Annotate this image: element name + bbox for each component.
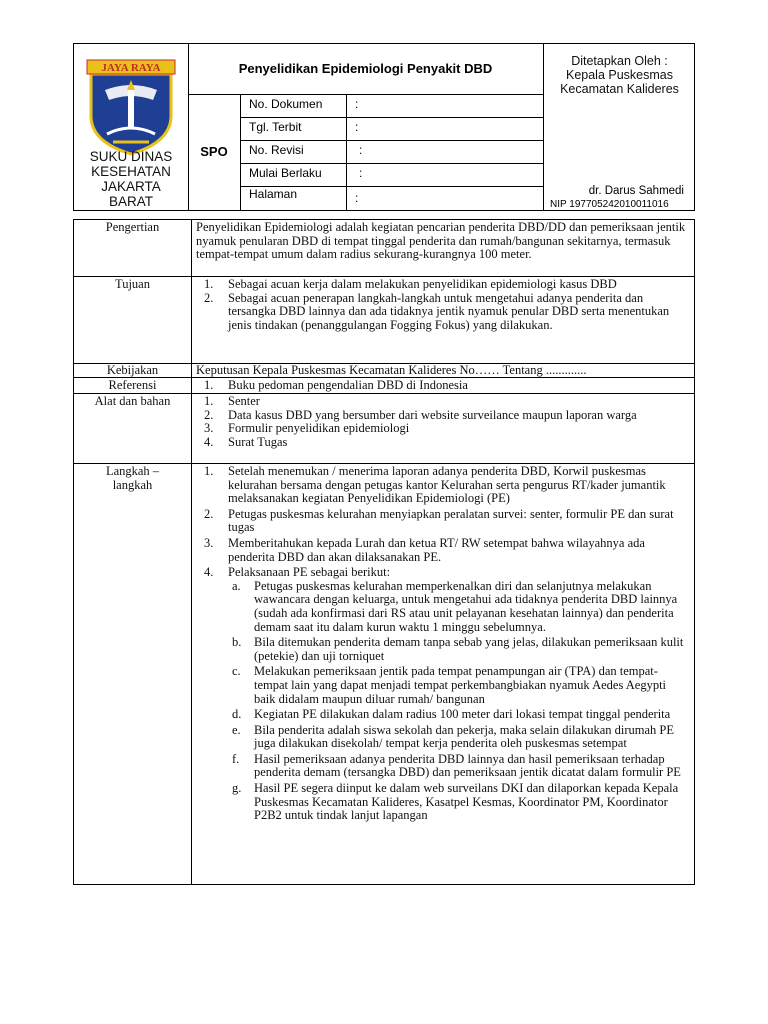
list-item: 2. Petugas puskesmas kelurahan menyiapkan peralatan survei: senter, formulir PE dan surat tugas (204, 506, 674, 535)
section-label: Pengertian (74, 220, 192, 276)
section-content (192, 364, 694, 377)
list-item: 1. Sebagai acuan kerja dalam melakukan penyelidikan epidemiologi kasus DBD (204, 277, 617, 291)
list-item: 3. Formulir penyelidikan epidemiologi (204, 421, 410, 436)
document-header (73, 43, 695, 211)
approval-line: Kepala Puskesmas (565, 68, 673, 82)
sub-list-item: b. Bila ditemukan penderita demam tanpa sebab yang jelas, dilakukan pemeriksaan kulit (petekie) dan uji torniquet (232, 635, 684, 663)
meta-value: : (359, 166, 363, 180)
sub-list-item: g. Hasil PE segera diinput ke dalam web surveilans DKI dan dilaporkan kepada Kepala Puskesmas Kecamatan Kalideres, Kasatpel Kesmas, Koordinator PM, Koordinator P2B2 untuk tindak lanjut lapangan (232, 781, 679, 823)
approval-line: Ditetapkan Oleh : (571, 54, 668, 68)
meta-value: : (359, 143, 363, 157)
list-item: 1. Senter (204, 394, 260, 408)
row-kebijakan (74, 364, 694, 378)
approval-text (544, 54, 695, 96)
agency-name (74, 149, 188, 209)
label-line: langkah (112, 477, 153, 492)
section-content (192, 220, 694, 276)
meta-label: Mulai Berlaku (241, 163, 347, 186)
kebijakan-text: Keputusan Kepala Puskesmas Kecamatan Kalideres No…… Tentang ............. (196, 364, 587, 377)
approval-line: Kecamatan Kalideres (560, 82, 679, 96)
list-item: 1. Setelah menemukan / menerima laporan adanya penderita DBD, Korwil puskesmas kelurahan bersama dengan petugas kantor Kelurahan serta pengurus RT/kader jumantik melaksanakan kegiatan Penyelidikan Epidemiologi (PE) (204, 464, 666, 506)
section-content (192, 277, 694, 363)
list-item: 2. Sebagai acuan penerapan langkah-langkah untuk mengetahui adanya penderita dan tersangka DBD lainnya dan ada tidaknya jentik nyamuk penular DBD serta menentukan jenis tindakan (penanggulangan Fogging Fokus) yang dilakukan. (204, 290, 670, 332)
meta-value: : (355, 120, 359, 134)
meta-label: Tgl. Terbit (241, 117, 347, 140)
meta-row-mulai-berlaku (241, 163, 543, 187)
section-content (192, 464, 694, 884)
row-pengertian (74, 220, 694, 277)
document-type: SPO (188, 94, 241, 210)
approval-cell (543, 44, 695, 210)
sub-list-item: d. Kegiatan PE dilakukan dalam radius 100 meter dari lokasi tempat tinggal penderita (232, 707, 671, 722)
meta-label: No. Dokumen (241, 94, 347, 117)
list-item: 1. Buku pedoman pengendalian DBD di Indonesia (204, 378, 468, 392)
procedure-table (73, 219, 695, 885)
sub-list-item: e. Bila penderita adalah siswa sekolah dan pekerja, maka selain dilakukan dirumah PE juga dilakukan disekolah/ tempat kerja penderita oleh puskesmas setempat (232, 722, 675, 751)
agency-cell (74, 44, 189, 210)
agency-line: SUKU DINAS (89, 149, 173, 164)
meta-row-halaman (241, 186, 543, 210)
section-label: Kebijakan (74, 364, 192, 377)
document-meta (241, 94, 543, 210)
list-item: 2. Data kasus DBD yang bersumber dari website surveilance maupun laporan warga (204, 407, 637, 422)
list-item: 3. Memberitahukan kepada Lurah dan ketua RT/ RW setempat bahwa wilayahnya ada penderita DBD dan akan dilaksanakan PE. (204, 535, 645, 564)
logo-text: JAYA RAYA (101, 62, 161, 74)
section-label: Tujuan (74, 277, 192, 363)
row-referensi (74, 378, 694, 394)
section-label: Alat dan bahan (74, 394, 192, 463)
meta-label: No. Revisi (241, 140, 347, 163)
meta-value: : (355, 191, 359, 205)
meta-label: Halaman (241, 186, 347, 210)
pengertian-text: Penyelidikan Epidemiologi adalah kegiatan pencarian penderita DBD/DD dan pemeriksaan jentik nyamuk penularan DBD di tempat tinggal penderita dan rumah/bangunan sekitarnya, termasuk tempat-tempat umum dalam radius sekurang-kurangnya 100 meter. (196, 220, 686, 262)
signer-nip: NIP 197705242010011016 (550, 199, 669, 210)
section-content (192, 394, 694, 463)
agency-line: KESEHATAN (91, 164, 171, 179)
sub-list-item: c. Melakukan pemeriksaan jentik pada tempat penampungan air (TPA) dan tempat-tempat lain yang dapat menjadi tempat perkembangbiakan nyamuk Aedes Aegypti baik didalam maupun diluar rumah/ bangunan (232, 664, 667, 706)
jakarta-emblem-icon (83, 56, 179, 156)
agency-line: JAKARTA (101, 179, 161, 194)
row-tujuan (74, 277, 694, 364)
meta-value: : (355, 97, 359, 111)
meta-row-tgl-terbit (241, 117, 543, 141)
sub-list-item: a. Petugas puskesmas kelurahan memperkenalkan diri dan selanjutnya melakukan wawancara dengan keluarga, untuk mengetahui ada tidaknya penderita DBD lainnya (sudah ada konfirmasi dari RS atau unit pelayanan kesehatan lainnya) dan penderita demam saat itu dalam kurun waktu 1 minggu sebelumnya. (232, 578, 678, 634)
row-alat-dan-bahan (74, 394, 694, 464)
sub-list-item: f. Hasil pemeriksaan adanya penderita DBD lainnya dan hasil pemeriksaan terhadap penderita demam (tersangka DBD) dan pemeriksaan jentik dicatat dalam formulir PE (232, 751, 681, 780)
label-line: Langkah – (105, 464, 160, 478)
document-title: Penyelidikan Epidemiologi Penyakit DBD (188, 44, 543, 95)
meta-row-no-revisi (241, 140, 543, 164)
meta-row-no-dokumen (241, 94, 543, 118)
signer-name: dr. Darus Sahmedi (588, 185, 684, 197)
section-label (74, 464, 192, 884)
section-content (192, 378, 694, 393)
agency-line: BARAT (108, 194, 153, 209)
list-item: 4. Pelaksanaan PE sebagai berikut: (204, 565, 391, 580)
row-langkah (74, 464, 694, 884)
section-label: Referensi (74, 378, 192, 393)
list-item: 4. Surat Tugas (204, 434, 288, 449)
